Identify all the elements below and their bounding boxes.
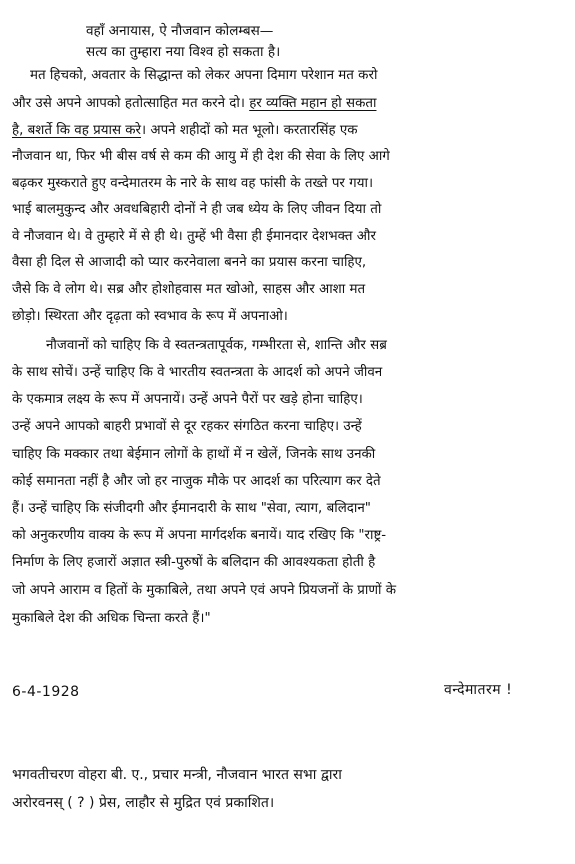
paragraph-2-line-9: निर्माण के लिए हजारों अज्ञात स्त्री-पुरुषों के बलिदान की आवश्यकता होती है <box>12 555 376 570</box>
paragraph-2-line-11: मुकाबिले देश की अधिक चिन्ता करते हैं।" <box>12 611 211 626</box>
paragraph-1-line-10: छोड़ो। स्थिरता और दृढ़ता को स्वभाव के रूप में अपनाओ। <box>12 309 288 324</box>
paragraph-2-line-4: उन्हें अपने आपको बाहरी प्रभावों से दूर रहकर संगठित करना चाहिए। उन्हें <box>12 419 362 434</box>
paragraph-2-line-7: हैं। उन्हें चाहिए कि संजीदगी और ईमानदारी के साथ "सेवा, त्याग, बलिदान" <box>12 501 371 516</box>
paragraph-2-line-1: नौजवानों को चाहिए कि वे स्वतन्त्रतापूर्वक, गम्भीरता से, शान्ति और सब्र <box>46 338 387 353</box>
paragraph-1-line-2 <box>12 95 376 113</box>
paragraph-1-line-1: मत हिचको, अवतार के सिद्धान्त को लेकर अपना दिमाग परेशान मत करो <box>30 68 378 83</box>
verse-line-1: वहाँ अनायास, ऐ नौजवान कोलम्बस— <box>86 23 274 39</box>
paragraph-1-line-3-text: । अपने शहीदों को मत भूलो। करतारसिंह एक <box>141 123 358 138</box>
paragraph-1-line-6: भाई बालमुकुन्द और अवधबिहारी दोनों ने ही जब ध्येय के लिए जीवन दिया तो <box>12 202 382 217</box>
paragraph-2-line-5: चाहिए कि मक्कार तथा बेईमान लोगों के हाथों में न खेलें, जिनके साथ उनकी <box>12 447 376 462</box>
underlined-phrase-part-1: हर व्यक्ति महान हो सकता <box>249 96 377 111</box>
paragraph-2-line-8: को अनुकरणीय वाक्य के रूप में अपना मार्गदर्शक बनायें। याद रखिए कि "राष्ट्र- <box>12 528 387 543</box>
signature-line-2: अरोरवनस् ( ? ) प्रेस, लाहौर से मुद्रित एवं प्रकाशित। <box>12 795 275 811</box>
paragraph-2-line-2: के साथ सोचें। उन्हें चाहिए कि वे भारतीय स्वतन्त्रता के आदर्श को अपने जीवन <box>12 365 383 380</box>
signature-line-1: भगवतीचरण वोहरा बी. ए., प्रचार मन्त्री, नौजवान भारत सभा द्वारा <box>12 767 342 783</box>
paragraph-1-line-4: नौजवान था, फिर भी बीस वर्ष से कम की आयु में ही देश की सेवा के लिए आगे <box>12 149 390 164</box>
closing-salutation: वन्देमातरम ! <box>444 682 513 698</box>
paragraph-1-line-7: वे नौजवान थे। वे तुम्हारे में से ही थे। तुम्हें भी वैसा ही ईमानदार देशभक्त और <box>12 229 376 244</box>
underlined-phrase-part-2: है, बशर्ते कि वह प्रयास करे <box>12 123 142 138</box>
paragraph-1-line-2-text: और उसे अपने आपको हतोत्साहित मत करने दो। <box>12 96 250 111</box>
paragraph-2-line-6: कोई समानता नहीं है और जो हर नाजुक मौके पर आदर्श का परित्याग कर देते <box>12 474 381 489</box>
letter-date: 6-4-1928 <box>12 684 80 700</box>
paragraph-1-line-9: जैसे कि वे लोग थे। सब्र और होशोहवास मत खोओ, साहस और आशा मत <box>12 282 366 297</box>
paragraph-1-line-3 <box>12 122 358 140</box>
paragraph-2-line-3: के एकमात्र लक्ष्य के रूप में अपनायें। उन्हें अपने पैरों पर खड़े होना चाहिए। <box>12 392 363 407</box>
paragraph-1-line-5: बढ़कर मुस्कराते हुए वन्देमातरम के नारे के साथ वह फांसी के तख्ते पर गया। <box>12 176 374 191</box>
paragraph-1-line-8: वैसा ही दिल से आजादी को प्यार करनेवाला बनने का प्रयास करना चाहिए, <box>12 255 367 270</box>
verse-line-2: सत्य का तुम्हारा नया विश्व हो सकता है। <box>86 44 281 60</box>
paragraph-2-line-10: जो अपने आराम व हितों के मुकाबिले, तथा अपने एवं अपने प्रियजनों के प्राणों के <box>12 583 397 598</box>
